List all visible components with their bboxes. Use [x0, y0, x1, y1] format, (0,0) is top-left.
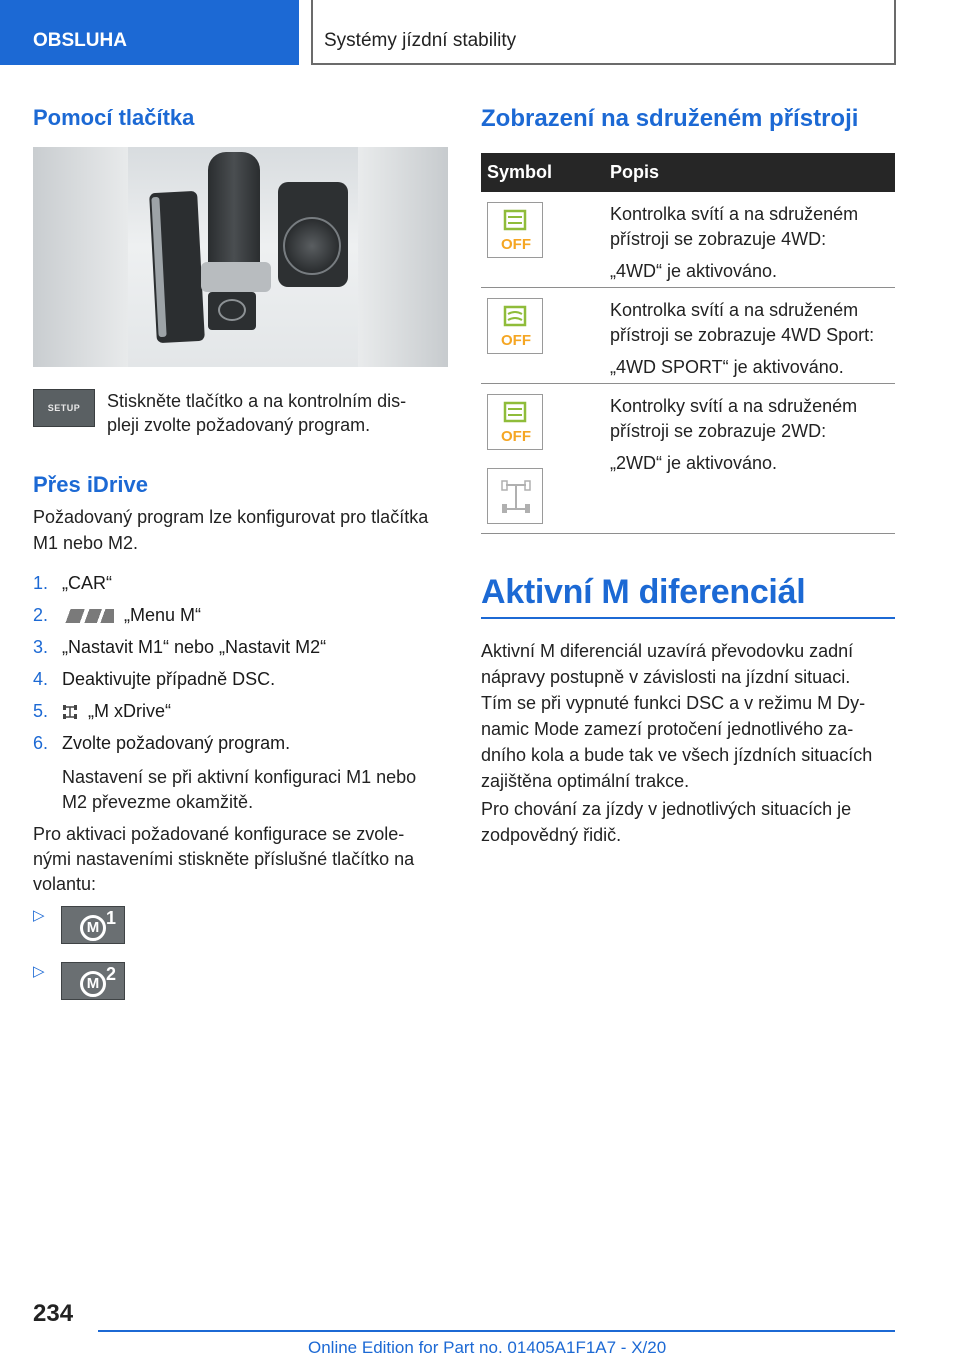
diff-paragraph-2 [481, 796, 895, 848]
para-line: zajištěna optimální trakce. [481, 771, 690, 791]
setup-text-line2: pleji zvolte požadovaný program. [107, 415, 371, 435]
m2-superscript: 2 [106, 964, 117, 984]
diff-paragraph-1 [481, 638, 895, 794]
para-line: dního kola a bude tak ve všech jízdních situacích [481, 745, 873, 765]
bullet-triangle-icon: ▷ [33, 907, 45, 924]
step6-note-line1: Nastavení se při aktivní konfiguraci M1 nebo [62, 767, 417, 787]
m-letter: M [80, 915, 106, 941]
symbol-table [481, 153, 895, 534]
para-line: Aktivní M diferenciál uzavírá převodovku zadní [481, 641, 854, 661]
step6-note-line2: M2 převezme okamžitě. [62, 792, 254, 812]
para-line: namic Mode zamezí protočení jednotlivého za- [481, 719, 854, 739]
4wd-off-icon [487, 202, 543, 258]
list-item [33, 730, 453, 762]
row-description [610, 202, 895, 284]
heading-rule [481, 617, 895, 619]
list-item [33, 666, 453, 698]
step-text: „CAR“ [62, 573, 112, 593]
setup-text-line1: Stiskněte tlačítko a na kontrolním dis- [107, 391, 407, 411]
step-text: „M xDrive“ [88, 701, 171, 721]
desc-line2: přístroji se zobrazuje 2WD: [610, 421, 827, 441]
list-item [33, 570, 453, 602]
col-symbol: Symbol [487, 162, 553, 182]
step-text: Zvolte požadovaný program. [62, 733, 291, 753]
table-row [481, 384, 895, 534]
step-number: 1. [33, 573, 49, 593]
row-description [610, 394, 895, 476]
footer-rule [98, 1330, 895, 1332]
list-item [33, 602, 453, 634]
list-item [33, 698, 453, 730]
2wd-off-icon [487, 394, 543, 450]
center-console-photo [33, 147, 448, 367]
off-label: OFF [501, 428, 531, 445]
m1-button-icon [61, 906, 125, 944]
desc-line1: Kontrolky svítí a na sdruženém [610, 396, 858, 416]
para-line: zodpovědný řidič. [481, 825, 622, 845]
off-label: OFF [501, 332, 531, 349]
step-text: „Nastavit M1“ nebo „Nastavit M2“ [62, 637, 327, 657]
m-letter: M [80, 971, 106, 997]
desc-line3: „4WD“ je aktivováno. [610, 261, 778, 281]
para-line: Pro chování za jízdy v jednotlivých situacích je [481, 799, 852, 819]
bullet-triangle-icon: ▷ [33, 963, 45, 980]
heading-m-differential: Aktivní M diferenciál [481, 573, 806, 611]
step-number: 3. [33, 637, 49, 657]
footer-edition: Online Edition for Part no. 01405A1F1A7 - X/20 [308, 1338, 667, 1357]
activate-text-line1: Pro aktivaci požadované konfigurace se zvole- [33, 824, 405, 844]
desc-line2: přístroji se zobrazuje 4WD: [610, 229, 827, 249]
idrive-text-line1: Požadovaný program lze konfigurovat pro tlačítka [33, 507, 429, 527]
col-popis: Popis [610, 162, 660, 182]
para-line: nápravy postupně v závislosti na jízdní situaci. [481, 667, 851, 687]
step-number: 6. [33, 733, 49, 753]
xdrive-axle-icon [62, 704, 78, 720]
desc-line1: Kontrolka svítí a na sdruženém [610, 300, 859, 320]
heading-idrive: Přes iDrive [33, 472, 148, 497]
section-tab: OBSLUHA [0, 0, 299, 65]
m-stripes-icon [62, 609, 114, 623]
desc-line1: Kontrolka svítí a na sdruženém [610, 204, 859, 224]
m1-superscript: 1 [106, 908, 117, 928]
activate-text-line2: nými nastaveními stiskněte příslušné tlačítko na [33, 849, 415, 869]
activate-text-line3: volantu: [33, 874, 97, 894]
page-number: 234 [33, 1300, 74, 1327]
rear-axle-icon [487, 468, 543, 524]
step-text-wrap [62, 602, 201, 628]
step-text-wrap [62, 698, 171, 724]
table-row [481, 192, 895, 288]
table-header [481, 153, 895, 192]
page-title: Systémy jízdní stability [324, 30, 517, 51]
desc-line3: „4WD SPORT“ je aktivováno. [610, 357, 844, 377]
list-item [33, 634, 453, 666]
step-number: 5. [33, 701, 49, 721]
heading-display: Zobrazení na sdruženém přístroji [481, 105, 859, 132]
table-row [481, 288, 895, 384]
step-text: Deaktivujte případně DSC. [62, 669, 276, 689]
step-number: 4. [33, 669, 49, 689]
m2-button-icon [61, 962, 125, 1000]
4wd-sport-off-icon [487, 298, 543, 354]
setup-button-icon: SETUP [33, 389, 95, 427]
desc-line3: „2WD“ je aktivováno. [610, 453, 778, 473]
step-number: 2. [33, 605, 49, 625]
off-label: OFF [501, 236, 531, 253]
heading-button: Pomocí tlačítka [33, 105, 195, 130]
para-line: Tím se při vypnuté funkci DSC a v režimu M Dy- [481, 693, 866, 713]
step-text: „Menu M“ [124, 605, 202, 625]
steps-list [33, 570, 453, 762]
idrive-text-line2: M1 nebo M2. [33, 533, 139, 553]
desc-line2: přístroji se zobrazuje 4WD Sport: [610, 325, 875, 345]
row-description [610, 298, 895, 380]
